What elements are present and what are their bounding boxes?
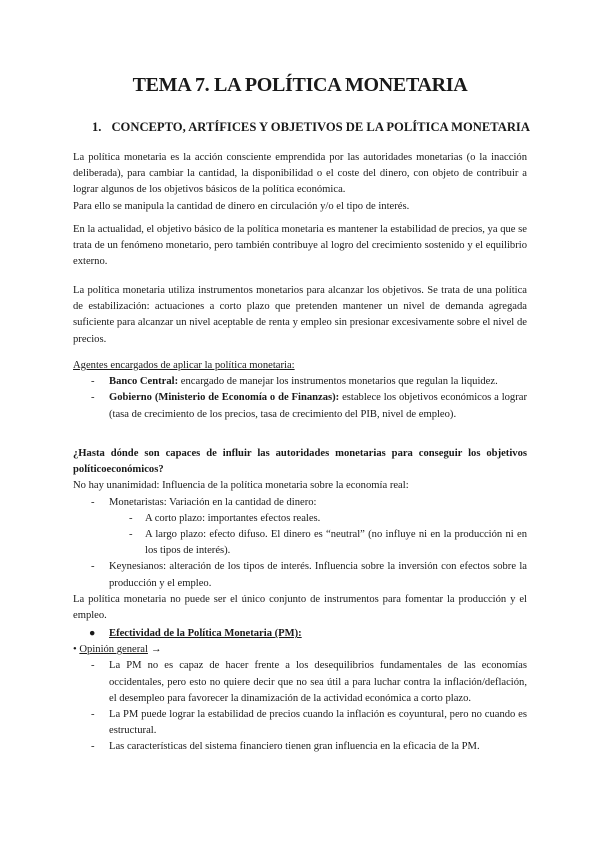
sublist-item-largo (73, 527, 527, 559)
largo-plazo-text: A largo plazo: efecto difuso. El dinero es “neutral” (no influye ni en la producción ni en los tipos de interés). (145, 529, 527, 557)
question-closing: La política monetaria no puede ser el único conjunto de instrumentos para fomentar la producción y el empleo. (73, 593, 527, 622)
paragraph-instruments (73, 283, 527, 348)
list-item-monetaristas (73, 495, 527, 511)
dash-marker: - (129, 512, 133, 524)
question-intro: No hay unanimidad: Influencia de la política monetaria sobre la economía real: (73, 480, 409, 492)
section-heading (92, 120, 530, 135)
agent-description: encargado de manejar los instrumentos monetarios que regulan la liquidez. (178, 376, 498, 388)
paragraph-definition-text: La política monetaria es la acción consciente emprendida por las autoridades monetarias (o la inacción deliberada), para cambiar la cantidad, la disponibilidad o el coste del dinero, con objeto de contribuir a lograr algunos de los objetivos básicos de la política económica. (73, 152, 527, 196)
list-item-keynesianos (73, 559, 527, 591)
effectiveness-item-text: La PM no es capaz de hacer frente a los desequilibrios fundamentales de las economías occidentales, pero esto no quiere decir que no sea útil a para luchar contra la inflación/deflación, el desempleo para favorecer la dinamización de la actividad económica a corto plazo. (109, 660, 527, 704)
effectiveness-item (73, 707, 527, 739)
effectiveness-heading: Efectividad de la Política Monetaria (PM): (109, 628, 302, 639)
paragraph-objective (73, 222, 527, 271)
effectiveness-item-text: Las características del sistema financiero tienen gran influencia en la eficacia de la PM. (109, 741, 480, 753)
dash-marker: - (91, 376, 95, 388)
question-heading: ¿Hasta dónde son capaces de influir las autoridades monetarias para conseguir los objetivos políticoeconómicos? (73, 448, 527, 476)
bullet-icon: ● (89, 628, 96, 639)
opinion-label: Opinión general (79, 644, 148, 656)
opinion-row (73, 642, 527, 658)
page-title: TEMA 7. LA POLÍTICA MONETARIA (132, 74, 468, 96)
dash-marker: - (129, 529, 133, 541)
paragraph-definition (73, 150, 527, 215)
effectiveness-item-text: La PM puede lograr la estabilidad de precios cuando la inflación es coyuntural, pero no cuando es estructural. (109, 709, 527, 737)
paragraph-objective-text: En la actualidad, el objetivo básico de la política monetaria es mantener la estabilidad de precios, ya que se trata de un fenómeno monetario, pero también contribuye al logro del crecimiento sostenido y el equilibrio externo. (73, 224, 527, 268)
dash-marker: - (91, 561, 95, 573)
effectiveness-item (73, 658, 527, 707)
section-number: 1. (92, 120, 102, 134)
paragraph-instruments-text: La política monetaria utiliza instrumentos monetarios para alcanzar los objetivos. Se trata de una política de estabilización: actuaciones a corto plazo que pretenden mantener un nivel de demanda agregada suficiente para alcanzar un nivel aceptable de renta y empleo sin presionar excesivamente sobre el nivel de precios. (73, 285, 527, 345)
dash-marker: - (91, 496, 95, 508)
dash-marker: - (91, 660, 95, 672)
corto-plazo-text: A corto plazo: importantes efectos reales. (145, 512, 321, 524)
question-section (73, 446, 527, 624)
arrow-icon: → (150, 644, 162, 656)
effectiveness-heading-row (73, 626, 527, 642)
agent-name: Banco Central: (109, 376, 179, 388)
section-title-text: CONCEPTO, ARTÍFICES Y OBJETIVOS DE LA POLÍTICA MONETARIA (111, 120, 530, 134)
agent-name: Gobierno (Ministerio de Economía o de Finanzas): (109, 392, 340, 404)
agent-description: establece los objetivos económicos a lograr (tasa de crecimiento de los precios, tasa de crecimiento del PIB, nivel de empleo). (109, 392, 527, 420)
monetaristas-text: Monetaristas: Variación en la cantidad de dinero: (109, 496, 317, 508)
agents-section (73, 358, 527, 423)
effectiveness-section (73, 626, 527, 756)
agent-item (73, 390, 527, 422)
paragraph-manipulation-text: Para ello se manipula la cantidad de dinero en circulación y/o el tipo de interés. (73, 200, 410, 212)
dash-marker: - (91, 741, 95, 753)
dash-marker: - (91, 709, 95, 721)
agents-heading: Agentes encargados de aplicar la política monetaria: (73, 360, 295, 371)
agent-item (73, 374, 527, 390)
keynesianos-text: Keynesianos: alteración de los tipos de interés. Influencia sobre la inversión con efectos sobre la producción y el empleo. (109, 561, 527, 589)
dash-marker: - (91, 392, 95, 404)
small-bullet-icon: • (73, 644, 77, 656)
sublist-item-corto (73, 511, 527, 527)
effectiveness-item (73, 739, 527, 755)
